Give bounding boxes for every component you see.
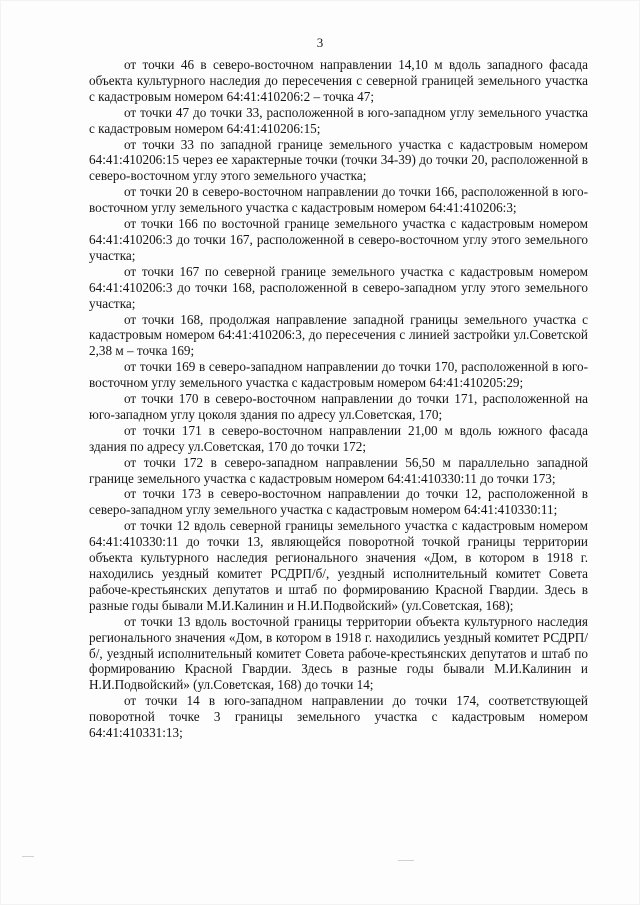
paragraph: от точки 169 в северо-западном направлении до точки 170, расположенной в юго-восточном углу земельного участка с кадастровым номером 64:41:410205:29; xyxy=(89,359,588,391)
paragraph: от точки 12 вдоль северной границы земельного участка с кадастровым номером 64:41:410330:11 до точки 13, являющейся поворотной точкой границы территории объекта культурного наследия регионального значения «Дом, в котором в 1918 г. находились уездный комитет РСДРП/б/, уездный исполнительный комитет Совета рабоче-крестьянских депутатов и штаб по формированию Красной Гвардии. Здесь в разные годы бывали М.И.Калинин и Н.И.Подвойский» (ул.Советская, 168); xyxy=(89,518,588,613)
document-body xyxy=(89,57,588,741)
paragraph: от точки 33 по западной границе земельного участка с кадастровым номером 64:41:410206:15 через ее характерные точки (точки 34-39) до точки 20, расположенной в северо-восточном углу этого земельного участка; xyxy=(89,136,588,184)
paragraph: от точки 13 вдоль восточной границы территории объекта культурного наследия регионального значения «Дом, в котором в 1918 г. находились уездный комитет РСДРП/б/, уездный исполнительный комитет Совета рабоче-крестьянских депутатов и штаб по формированию Красной Гвардии. Здесь в разные годы бывали М.И.Калинин и Н.И.Подвойский» (ул.Советская, 168) до точки 14; xyxy=(89,613,588,693)
paragraph: от точки 170 в северо-восточном направлении до точки 171, расположенной на юго-западном углу цоколя здания по адресу ул.Советская, 170; xyxy=(89,391,588,422)
paragraph: от точки 171 в северо-восточном направлении 21,00 м вдоль южного фасада здания по адресу ул.Советская, 170 до точки 172; xyxy=(89,422,588,454)
paragraph: от точки 172 в северо-западном направлении 56,50 м параллельно западной границе земельного участка с кадастровым номером 64:41:410330:11 до точки 173; xyxy=(89,454,588,486)
paragraph: от точки 166 по восточной границе земельного участка с кадастровым номером 64:41:410206:3 до точки 167, расположенной в северо-восточном углу этого земельного участка; xyxy=(89,216,588,263)
paragraph: от точки 46 в северо-восточном направлении 14,10 м вдоль западного фасада объекта культурного наследия до пересечения с северной границей земельного участка с кадастровым номером 64:41:410206:2 – точка 47; xyxy=(89,57,588,104)
paragraph: от точки 14 в юго-западном направлении до точки 174, соответствующей поворотной точке 3 границы земельного участка с кадастровым номером 64:41:410331:13; xyxy=(89,693,588,741)
paragraph: от точки 20 в северо-восточном направлении до точки 166, расположенной в юго-восточном углу земельного участка с кадастровым номером 64:41:410206:3; xyxy=(89,184,588,216)
scan-artifact xyxy=(398,860,414,861)
paragraph: от точки 47 до точки 33, расположенной в юго-западном углу земельного участка с кадастровым номером 64:41:410206:15; xyxy=(89,104,588,136)
paragraph: от точки 173 в северо-восточном направлении до точки 12, расположенной в северо-западном углу земельного участка с кадастровым номером 64:41:410330:11; xyxy=(89,486,588,518)
paragraph: от точки 167 по северной границе земельного участка с кадастровым номером 64:41:410206:3 до точки 168, расположенной в северо-западном углу этого земельного участка; xyxy=(89,263,588,311)
scan-artifact xyxy=(22,856,34,857)
paragraph: от точки 168, продолжая направление западной границы земельного участка с кадастровым номером 64:41:410206:3, до пересечения с линией застройки ул.Советской 2,38 м – точка 169; xyxy=(89,311,588,359)
page-number: 3 xyxy=(316,35,324,50)
